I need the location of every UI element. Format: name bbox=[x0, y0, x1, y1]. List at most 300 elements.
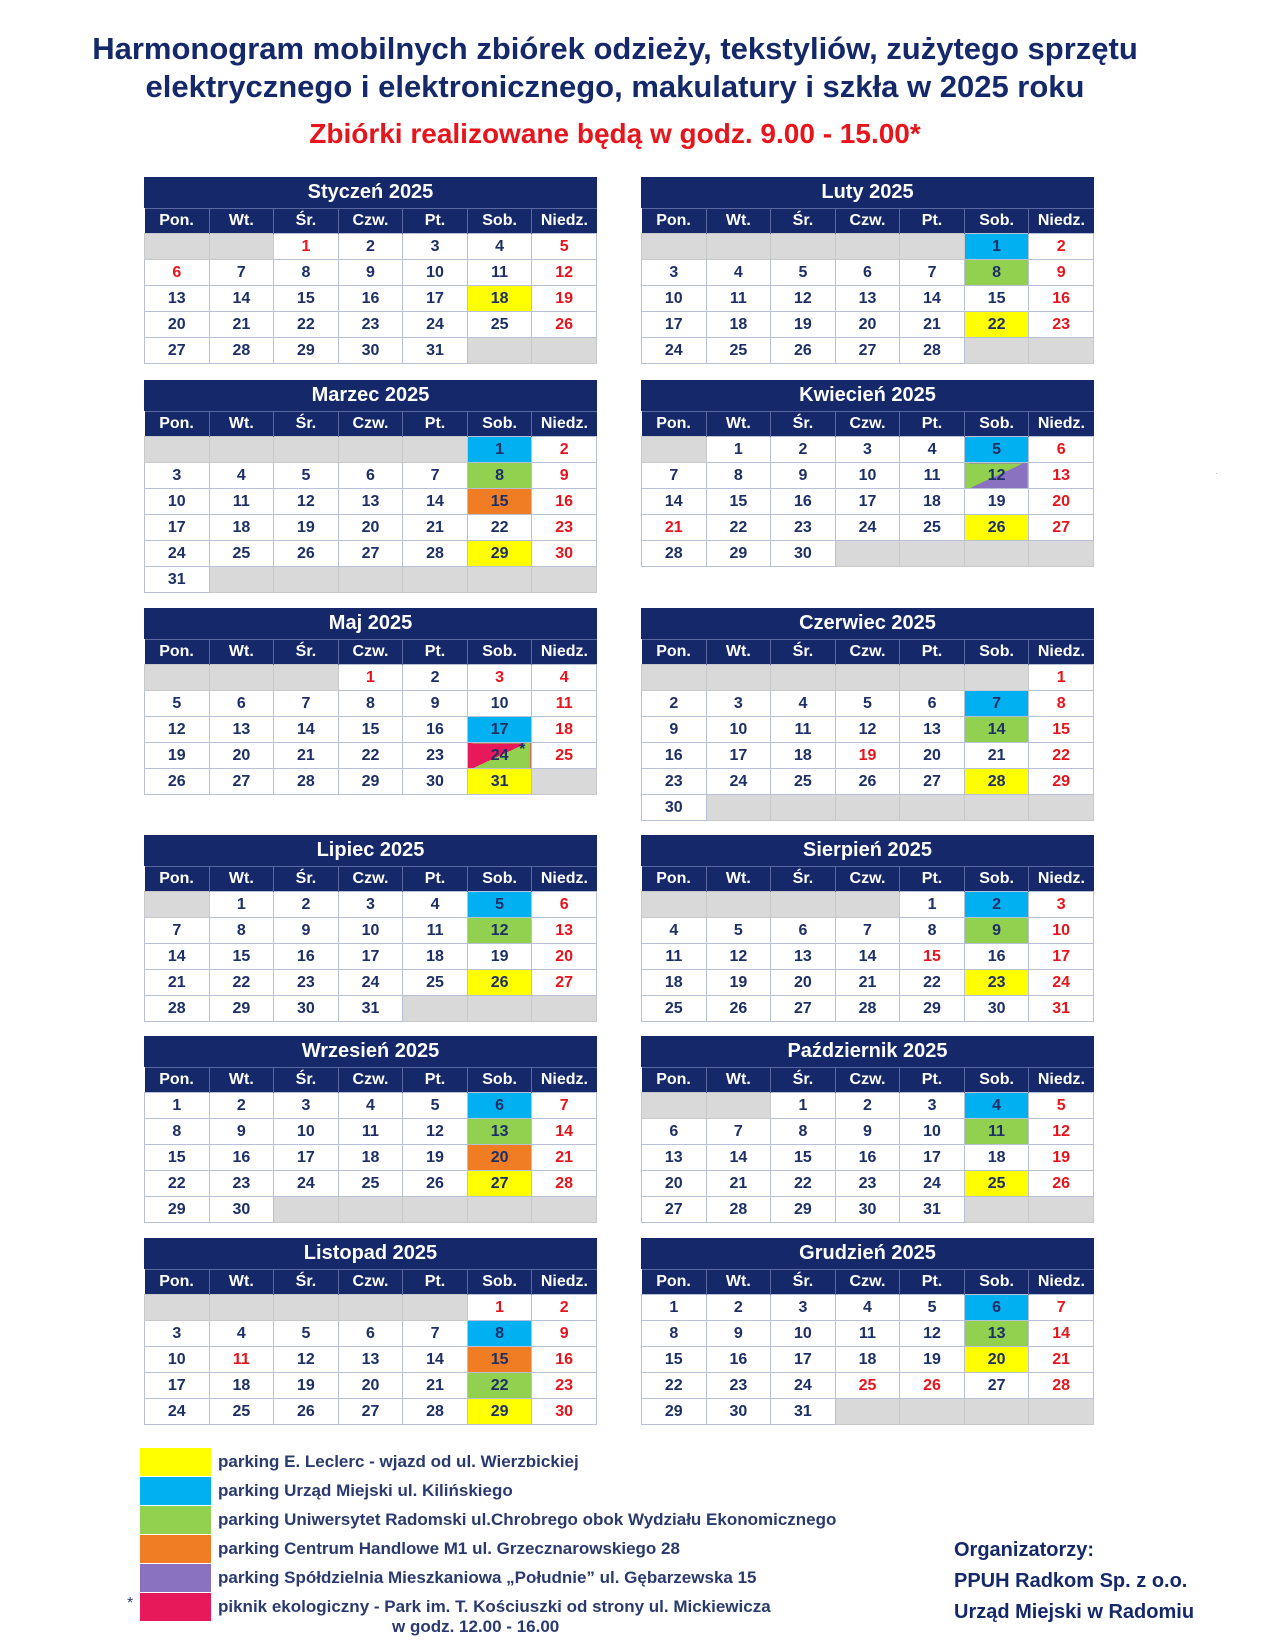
empty-day-cell bbox=[771, 234, 836, 260]
day-cell: 14 bbox=[532, 1119, 597, 1145]
day-cell: 20 bbox=[835, 312, 900, 338]
month-table bbox=[641, 1269, 1094, 1425]
day-cell: 13 bbox=[900, 717, 965, 743]
day-cell: 7 bbox=[1029, 1295, 1094, 1321]
day-cell: 30 bbox=[532, 541, 597, 567]
empty-day-cell bbox=[209, 234, 274, 260]
day-cell: 30 bbox=[771, 541, 836, 567]
day-cell: 4 bbox=[467, 234, 532, 260]
day-cell: 4 bbox=[532, 665, 597, 691]
day-cell: 1 bbox=[145, 1093, 210, 1119]
day-cell: 15 bbox=[145, 1145, 210, 1171]
weekday-header: Śr. bbox=[771, 867, 836, 892]
week-row bbox=[145, 286, 597, 312]
organizers-label: Organizatorzy: bbox=[954, 1539, 1095, 1561]
day-cell: 13 bbox=[145, 286, 210, 312]
day-cell: 21 bbox=[706, 1171, 771, 1197]
day-cell: 12 bbox=[403, 1119, 468, 1145]
empty-day-cell bbox=[209, 437, 274, 463]
day-cell: 23 bbox=[274, 970, 339, 996]
weekday-header: Śr. bbox=[274, 209, 339, 234]
day-cell: 13 bbox=[532, 918, 597, 944]
day-cell: 30 bbox=[338, 338, 403, 364]
legend-swatch bbox=[140, 1506, 211, 1534]
weekday-header: Niedz. bbox=[1029, 1270, 1094, 1295]
day-cell: 22 bbox=[1029, 743, 1094, 769]
empty-day-cell bbox=[403, 1197, 468, 1223]
day-cell: 20 bbox=[1029, 489, 1094, 515]
week-row bbox=[145, 970, 597, 996]
empty-day-cell bbox=[900, 234, 965, 260]
empty-day-cell bbox=[532, 996, 597, 1022]
day-cell: 15 bbox=[900, 944, 965, 970]
day-cell: 25 bbox=[900, 515, 965, 541]
weekday-header: Śr. bbox=[771, 1068, 836, 1093]
month-calendar bbox=[144, 835, 597, 1022]
day-cell: 9 bbox=[642, 717, 707, 743]
empty-day-cell bbox=[771, 892, 836, 918]
day-cell: 4 bbox=[209, 463, 274, 489]
empty-day-cell bbox=[706, 892, 771, 918]
day-cell: 10 bbox=[706, 717, 771, 743]
day-cell: 10 bbox=[274, 1119, 339, 1145]
weekday-header: Wt. bbox=[209, 867, 274, 892]
day-cell: 24 bbox=[145, 541, 210, 567]
day-cell: 12 bbox=[835, 717, 900, 743]
day-cell: 26 bbox=[771, 338, 836, 364]
collection-day-cell: 7 bbox=[964, 691, 1029, 717]
day-cell: 8 bbox=[274, 260, 339, 286]
day-cell: 16 bbox=[1029, 286, 1094, 312]
day-cell: 13 bbox=[771, 944, 836, 970]
month-table bbox=[641, 639, 1094, 821]
day-cell: 23 bbox=[1029, 312, 1094, 338]
collection-day-cell: 6 bbox=[964, 1295, 1029, 1321]
empty-day-cell bbox=[274, 1197, 339, 1223]
day-cell: 30 bbox=[209, 1197, 274, 1223]
collection-day-cell: 8 bbox=[467, 463, 532, 489]
empty-day-cell bbox=[145, 1295, 210, 1321]
day-cell: 24 bbox=[403, 312, 468, 338]
legend-swatch bbox=[140, 1477, 211, 1505]
empty-day-cell bbox=[403, 1295, 468, 1321]
empty-day-cell bbox=[964, 1399, 1029, 1425]
week-row bbox=[145, 312, 597, 338]
day-cell: 14 bbox=[642, 489, 707, 515]
week-row bbox=[145, 1399, 597, 1425]
day-cell: 29 bbox=[209, 996, 274, 1022]
day-cell: 3 bbox=[467, 665, 532, 691]
empty-day-cell bbox=[642, 892, 707, 918]
day-cell: 11 bbox=[209, 489, 274, 515]
day-cell: 9 bbox=[1029, 260, 1094, 286]
week-row bbox=[642, 1321, 1094, 1347]
empty-day-cell bbox=[835, 1399, 900, 1425]
day-cell: 16 bbox=[532, 1347, 597, 1373]
week-row bbox=[642, 437, 1094, 463]
weekday-header: Pon. bbox=[145, 1270, 210, 1295]
weekday-header: Pt. bbox=[403, 640, 468, 665]
day-cell: 15 bbox=[1029, 717, 1094, 743]
day-cell: 30 bbox=[403, 769, 468, 795]
week-row bbox=[145, 1171, 597, 1197]
day-cell: 11 bbox=[403, 918, 468, 944]
week-row bbox=[145, 743, 597, 769]
week-row bbox=[145, 1145, 597, 1171]
collection-day-cell: 24 * bbox=[467, 743, 532, 769]
day-cell: 25 bbox=[209, 541, 274, 567]
day-cell: 24 bbox=[706, 769, 771, 795]
day-cell: 29 bbox=[145, 1197, 210, 1223]
day-cell: 10 bbox=[145, 1347, 210, 1373]
month-table bbox=[641, 208, 1094, 364]
day-cell: 27 bbox=[642, 1197, 707, 1223]
weekday-header: Śr. bbox=[771, 209, 836, 234]
weekday-header: Pon. bbox=[642, 1068, 707, 1093]
collection-day-cell: 13 bbox=[467, 1119, 532, 1145]
day-cell: 19 bbox=[145, 743, 210, 769]
week-row bbox=[145, 541, 597, 567]
day-cell: 2 bbox=[338, 234, 403, 260]
week-row bbox=[145, 1119, 597, 1145]
legend-item bbox=[140, 1477, 960, 1506]
day-cell: 16 bbox=[338, 286, 403, 312]
weekday-header: Pt. bbox=[900, 640, 965, 665]
day-cell: 27 bbox=[900, 769, 965, 795]
collection-day-cell: 15 bbox=[467, 489, 532, 515]
weekday-header: Pt. bbox=[403, 209, 468, 234]
day-cell: 12 bbox=[274, 1347, 339, 1373]
day-cell: 10 bbox=[338, 918, 403, 944]
day-cell: 28 bbox=[835, 996, 900, 1022]
week-row bbox=[642, 1145, 1094, 1171]
day-cell: 11 bbox=[771, 717, 836, 743]
day-cell: 24 bbox=[642, 338, 707, 364]
weekday-header: Pt. bbox=[900, 867, 965, 892]
week-row bbox=[642, 541, 1094, 567]
day-cell: 16 bbox=[532, 489, 597, 515]
day-cell: 2 bbox=[403, 665, 468, 691]
empty-day-cell bbox=[274, 1295, 339, 1321]
day-cell: 16 bbox=[771, 489, 836, 515]
stray-mark: . bbox=[1216, 470, 1218, 476]
day-cell: 18 bbox=[771, 743, 836, 769]
empty-day-cell bbox=[835, 541, 900, 567]
day-cell: 2 bbox=[532, 437, 597, 463]
day-cell: 6 bbox=[338, 463, 403, 489]
day-cell: 6 bbox=[532, 892, 597, 918]
day-cell: 4 bbox=[642, 918, 707, 944]
day-cell: 27 bbox=[338, 1399, 403, 1425]
day-cell: 12 bbox=[900, 1321, 965, 1347]
collection-day-cell: 8 bbox=[467, 1321, 532, 1347]
day-cell: 27 bbox=[145, 338, 210, 364]
day-cell: 17 bbox=[274, 1145, 339, 1171]
weekday-header: Wt. bbox=[706, 412, 771, 437]
empty-day-cell bbox=[338, 437, 403, 463]
week-row bbox=[642, 691, 1094, 717]
day-cell: 7 bbox=[835, 918, 900, 944]
day-cell: 1 bbox=[209, 892, 274, 918]
day-cell: 2 bbox=[1029, 234, 1094, 260]
day-cell: 17 bbox=[145, 515, 210, 541]
day-cell: 27 bbox=[532, 970, 597, 996]
day-cell: 13 bbox=[1029, 463, 1094, 489]
month-calendar bbox=[641, 1238, 1094, 1425]
month-name: Czerwiec 2025 bbox=[641, 608, 1094, 639]
weekday-header: Pon. bbox=[145, 1068, 210, 1093]
day-cell: 27 bbox=[771, 996, 836, 1022]
empty-day-cell bbox=[274, 665, 339, 691]
day-cell: 29 bbox=[900, 996, 965, 1022]
day-cell: 10 bbox=[835, 463, 900, 489]
week-row bbox=[642, 996, 1094, 1022]
empty-day-cell bbox=[706, 795, 771, 821]
empty-day-cell bbox=[209, 1295, 274, 1321]
day-cell: 2 bbox=[274, 892, 339, 918]
day-cell: 6 bbox=[642, 1119, 707, 1145]
day-cell: 2 bbox=[771, 437, 836, 463]
weekday-header: Wt. bbox=[209, 1270, 274, 1295]
week-row bbox=[642, 1295, 1094, 1321]
day-cell: 28 bbox=[145, 996, 210, 1022]
collection-day-cell: 20 bbox=[467, 1145, 532, 1171]
day-cell: 2 bbox=[532, 1295, 597, 1321]
day-cell: 22 bbox=[209, 970, 274, 996]
day-cell: 26 bbox=[532, 312, 597, 338]
day-cell: 18 bbox=[642, 970, 707, 996]
day-cell: 1 bbox=[467, 1295, 532, 1321]
collection-day-cell: 25 bbox=[964, 1171, 1029, 1197]
weekday-header: Śr. bbox=[274, 640, 339, 665]
day-cell: 16 bbox=[403, 717, 468, 743]
month-calendar bbox=[641, 835, 1094, 1022]
legend-item bbox=[140, 1448, 960, 1477]
day-cell: 23 bbox=[771, 515, 836, 541]
weekday-header: Śr. bbox=[274, 412, 339, 437]
day-cell: 30 bbox=[964, 996, 1029, 1022]
week-row bbox=[145, 918, 597, 944]
day-cell: 11 bbox=[338, 1119, 403, 1145]
day-cell: 15 bbox=[209, 944, 274, 970]
day-cell: 17 bbox=[900, 1145, 965, 1171]
weekday-header: Czw. bbox=[338, 209, 403, 234]
weekday-header: Sob. bbox=[964, 867, 1029, 892]
day-cell: 5 bbox=[403, 1093, 468, 1119]
day-cell: 25 bbox=[835, 1373, 900, 1399]
month-calendar bbox=[144, 608, 597, 795]
day-cell: 26 bbox=[403, 1171, 468, 1197]
day-cell: 12 bbox=[706, 944, 771, 970]
legend-text: parking Uniwersytet Radomski ul.Chrobrego obok Wydziału Ekonomicznego bbox=[218, 1510, 837, 1529]
week-row bbox=[642, 338, 1094, 364]
empty-day-cell bbox=[532, 1197, 597, 1223]
month-name: Marzec 2025 bbox=[144, 380, 597, 411]
week-row bbox=[642, 1197, 1094, 1223]
empty-day-cell bbox=[209, 665, 274, 691]
organizer-radkom: PPUH Radkom Sp. z o.o. bbox=[954, 1570, 1188, 1592]
day-cell: 1 bbox=[274, 234, 339, 260]
day-cell: 1 bbox=[706, 437, 771, 463]
day-cell: 14 bbox=[1029, 1321, 1094, 1347]
empty-day-cell bbox=[771, 795, 836, 821]
day-cell: 2 bbox=[835, 1093, 900, 1119]
day-cell: 3 bbox=[274, 1093, 339, 1119]
week-row bbox=[145, 769, 597, 795]
day-cell: 24 bbox=[771, 1373, 836, 1399]
day-cell: 28 bbox=[1029, 1373, 1094, 1399]
day-cell: 21 bbox=[532, 1145, 597, 1171]
day-cell: 9 bbox=[338, 260, 403, 286]
day-cell: 20 bbox=[532, 944, 597, 970]
day-cell: 30 bbox=[706, 1399, 771, 1425]
day-cell: 11 bbox=[532, 691, 597, 717]
day-cell: 21 bbox=[964, 743, 1029, 769]
collection-day-cell: 28 bbox=[964, 769, 1029, 795]
collection-day-cell: 18 bbox=[467, 286, 532, 312]
weekday-header: Czw. bbox=[835, 867, 900, 892]
empty-day-cell bbox=[642, 665, 707, 691]
week-row bbox=[642, 743, 1094, 769]
day-cell: 22 bbox=[274, 312, 339, 338]
empty-day-cell bbox=[274, 567, 339, 593]
collection-day-cell: 14 bbox=[964, 717, 1029, 743]
weekday-header: Pon. bbox=[642, 867, 707, 892]
empty-day-cell bbox=[338, 567, 403, 593]
day-cell: 4 bbox=[209, 1321, 274, 1347]
weekday-header: Niedz. bbox=[532, 412, 597, 437]
day-cell: 29 bbox=[706, 541, 771, 567]
day-cell: 26 bbox=[900, 1373, 965, 1399]
week-row bbox=[642, 1093, 1094, 1119]
day-cell: 14 bbox=[706, 1145, 771, 1171]
legend-item bbox=[140, 1506, 960, 1535]
day-cell: 24 bbox=[835, 515, 900, 541]
weekday-header: Czw. bbox=[338, 412, 403, 437]
day-cell: 3 bbox=[338, 892, 403, 918]
collection-day-cell: 26 bbox=[964, 515, 1029, 541]
day-cell: 15 bbox=[964, 286, 1029, 312]
month-calendar bbox=[144, 1036, 597, 1223]
week-row bbox=[145, 1347, 597, 1373]
weekday-header: Pon. bbox=[642, 412, 707, 437]
day-cell: 15 bbox=[771, 1145, 836, 1171]
weekday-header: Niedz. bbox=[532, 209, 597, 234]
weekday-header: Czw. bbox=[835, 1270, 900, 1295]
day-cell: 11 bbox=[467, 260, 532, 286]
legend-swatch bbox=[140, 1535, 211, 1563]
day-cell: 18 bbox=[900, 489, 965, 515]
day-cell: 30 bbox=[642, 795, 707, 821]
day-cell: 24 bbox=[338, 970, 403, 996]
week-row bbox=[145, 1321, 597, 1347]
day-cell: 2 bbox=[706, 1295, 771, 1321]
day-cell: 27 bbox=[835, 338, 900, 364]
day-cell: 14 bbox=[274, 717, 339, 743]
legend-text: piknik ekologiczny - Park im. T. Kościuszki od strony ul. Mickiewicza bbox=[218, 1597, 771, 1616]
day-cell: 25 bbox=[706, 338, 771, 364]
empty-day-cell bbox=[900, 1399, 965, 1425]
day-cell: 7 bbox=[403, 463, 468, 489]
day-cell: 17 bbox=[706, 743, 771, 769]
day-cell: 4 bbox=[338, 1093, 403, 1119]
legend-item bbox=[140, 1535, 960, 1564]
week-row bbox=[642, 1171, 1094, 1197]
day-cell: 1 bbox=[1029, 665, 1094, 691]
day-cell: 19 bbox=[706, 970, 771, 996]
day-cell: 24 bbox=[274, 1171, 339, 1197]
empty-day-cell bbox=[964, 338, 1029, 364]
day-cell: 5 bbox=[706, 918, 771, 944]
day-cell: 18 bbox=[835, 1347, 900, 1373]
day-cell: 20 bbox=[642, 1171, 707, 1197]
collection-day-cell: 29 bbox=[467, 1399, 532, 1425]
day-cell: 12 bbox=[145, 717, 210, 743]
day-cell: 9 bbox=[209, 1119, 274, 1145]
day-cell: 19 bbox=[467, 944, 532, 970]
title-line-2: elektrycznego i elektronicznego, makulatury i szkła w 2025 roku bbox=[145, 69, 1085, 104]
day-cell: 14 bbox=[403, 1347, 468, 1373]
day-cell: 25 bbox=[467, 312, 532, 338]
weekday-header: Sob. bbox=[964, 1270, 1029, 1295]
week-row bbox=[642, 1373, 1094, 1399]
weekday-header: Niedz. bbox=[1029, 209, 1094, 234]
collection-day-cell: 22 bbox=[467, 1373, 532, 1399]
week-row bbox=[145, 234, 597, 260]
day-cell: 21 bbox=[274, 743, 339, 769]
day-cell: 22 bbox=[338, 743, 403, 769]
day-cell: 3 bbox=[706, 691, 771, 717]
day-cell: 3 bbox=[771, 1295, 836, 1321]
day-cell: 25 bbox=[403, 970, 468, 996]
weekday-header: Wt. bbox=[706, 1270, 771, 1295]
collection-day-cell: 1 bbox=[964, 234, 1029, 260]
day-cell: 6 bbox=[900, 691, 965, 717]
day-cell: 11 bbox=[642, 944, 707, 970]
day-cell: 25 bbox=[338, 1171, 403, 1197]
day-cell: 28 bbox=[403, 541, 468, 567]
week-row bbox=[145, 892, 597, 918]
day-cell: 21 bbox=[1029, 1347, 1094, 1373]
weekday-header: Niedz. bbox=[532, 1068, 597, 1093]
empty-day-cell bbox=[1029, 338, 1094, 364]
day-cell: 31 bbox=[403, 338, 468, 364]
day-cell: 13 bbox=[209, 717, 274, 743]
day-cell: 7 bbox=[403, 1321, 468, 1347]
day-cell: 7 bbox=[706, 1119, 771, 1145]
week-row bbox=[642, 1119, 1094, 1145]
weekday-header: Wt. bbox=[209, 209, 274, 234]
day-cell: 23 bbox=[338, 312, 403, 338]
day-cell: 30 bbox=[835, 1197, 900, 1223]
empty-day-cell bbox=[338, 1197, 403, 1223]
day-cell: 8 bbox=[145, 1119, 210, 1145]
legend-asterisk: * bbox=[127, 1595, 134, 1612]
day-cell: 1 bbox=[338, 665, 403, 691]
weekday-header: Pt. bbox=[403, 1270, 468, 1295]
weekday-header: Wt. bbox=[706, 640, 771, 665]
weekday-header: Wt. bbox=[706, 209, 771, 234]
weekday-header: Śr. bbox=[274, 1068, 339, 1093]
weekday-header: Wt. bbox=[706, 1068, 771, 1093]
collection-day-cell: 2 bbox=[964, 892, 1029, 918]
empty-day-cell bbox=[706, 234, 771, 260]
week-row bbox=[642, 970, 1094, 996]
day-cell: 22 bbox=[771, 1171, 836, 1197]
week-row bbox=[145, 489, 597, 515]
empty-day-cell bbox=[338, 1295, 403, 1321]
collection-day-cell: 27 bbox=[467, 1171, 532, 1197]
